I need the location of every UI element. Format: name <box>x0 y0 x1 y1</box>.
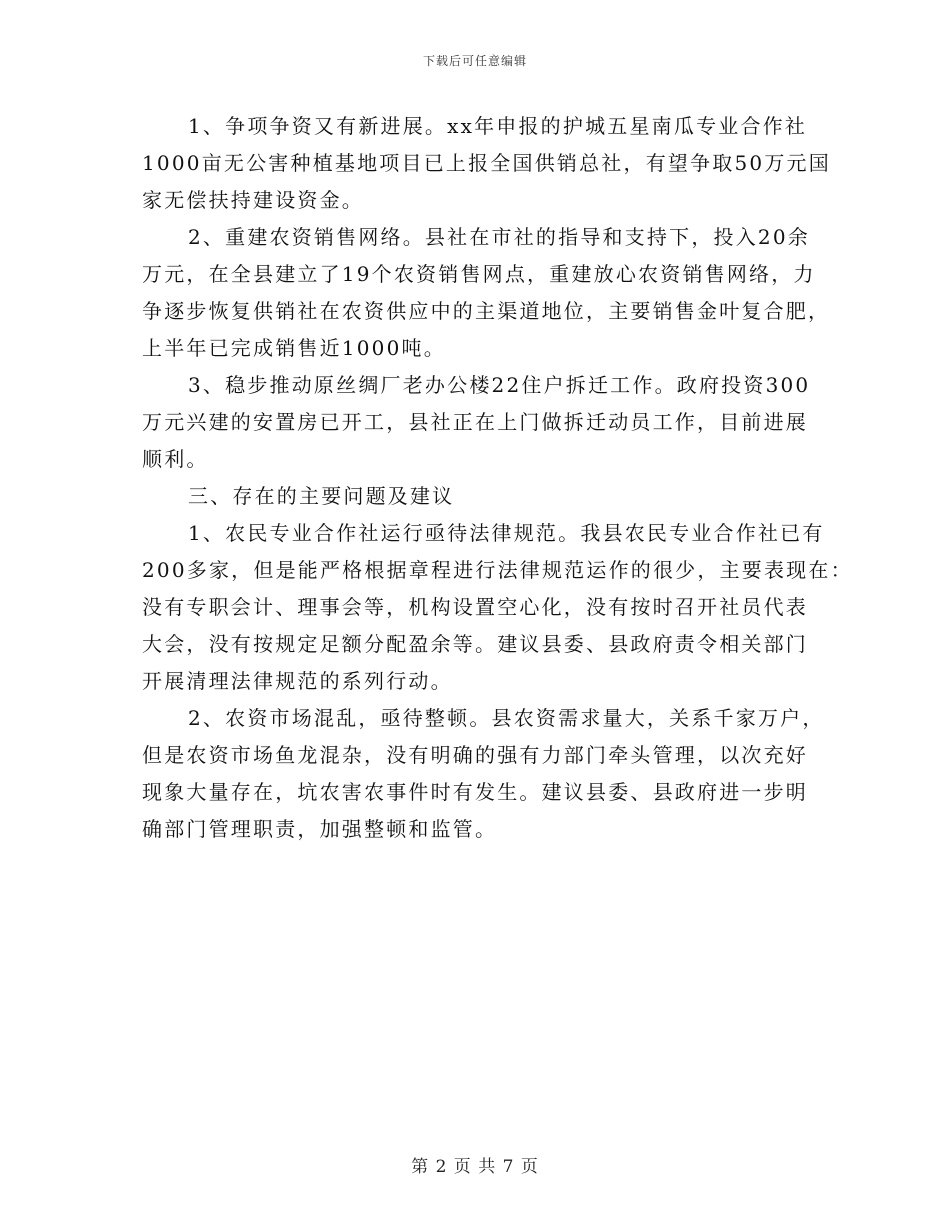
text-line: 没有专职会计、理事会等，机构设置空心化，没有按时召开社员代表 <box>142 595 808 619</box>
text-line: 1、争项争资又有新进展。xx年申报的护城五星南瓜专业合作社 <box>188 114 808 138</box>
section-heading: 三、存在的主要问题及建议 <box>188 484 455 508</box>
text-line: 2、重建农资销售网络。县社在市社的指导和支持下，投入20余 <box>188 225 810 249</box>
text-line: 200多家，但是能严格根据章程进行法律规范运作的很少，主要表现在： <box>142 558 853 582</box>
text-line: 家无偿扶持建设资金。 <box>142 188 364 212</box>
text-line: 现象大量存在，坑农害农事件时有发生。建议县委、县政府进一步明 <box>142 780 808 804</box>
text-line: 争逐步恢复供销社在农资供应中的主渠道地位，主要销售金叶复合肥， <box>142 299 831 323</box>
text-line: 2、农资市场混乱，亟待整顿。县农资需求量大，关系千家万户， <box>188 706 825 730</box>
text-line: 上半年已完成销售近1000吨。 <box>142 336 446 360</box>
text-line: 万元兴建的安置房已开工，县社正在上门做拆迁动员工作，目前进展 <box>142 410 808 434</box>
page-number: 第 2 页 共 7 页 <box>411 1157 539 1177</box>
text-line: 确部门管理职责，加强整顿和监管。 <box>142 817 498 841</box>
text-line: 3、稳步推动原丝绸厂老办公楼22住户拆迁工作。政府投资300 <box>188 373 811 397</box>
text-line: 大会，没有按规定足额分配盈余等。建议县委、县政府责令相关部门 <box>142 632 808 656</box>
text-line: 开展清理法律规范的系列行动。 <box>142 669 453 693</box>
text-line: 1、农民专业合作社运行亟待法律规范。我县农民专业合作社已有 <box>188 521 825 545</box>
page-header: 下载后可任意编辑 <box>422 54 527 68</box>
text-line: 顺利。 <box>142 447 209 471</box>
text-line: 1000亩无公害种植基地项目已上报全国供销总社，有望争取50万元国 <box>142 151 831 175</box>
text-line: 但是农资市场鱼龙混杂，没有明确的强有力部门牵头管理，以次充好 <box>142 743 808 767</box>
document-body <box>142 108 853 848</box>
text-line: 万元，在全县建立了19个农资销售网点，重建放心农资销售网络，力 <box>142 262 816 286</box>
